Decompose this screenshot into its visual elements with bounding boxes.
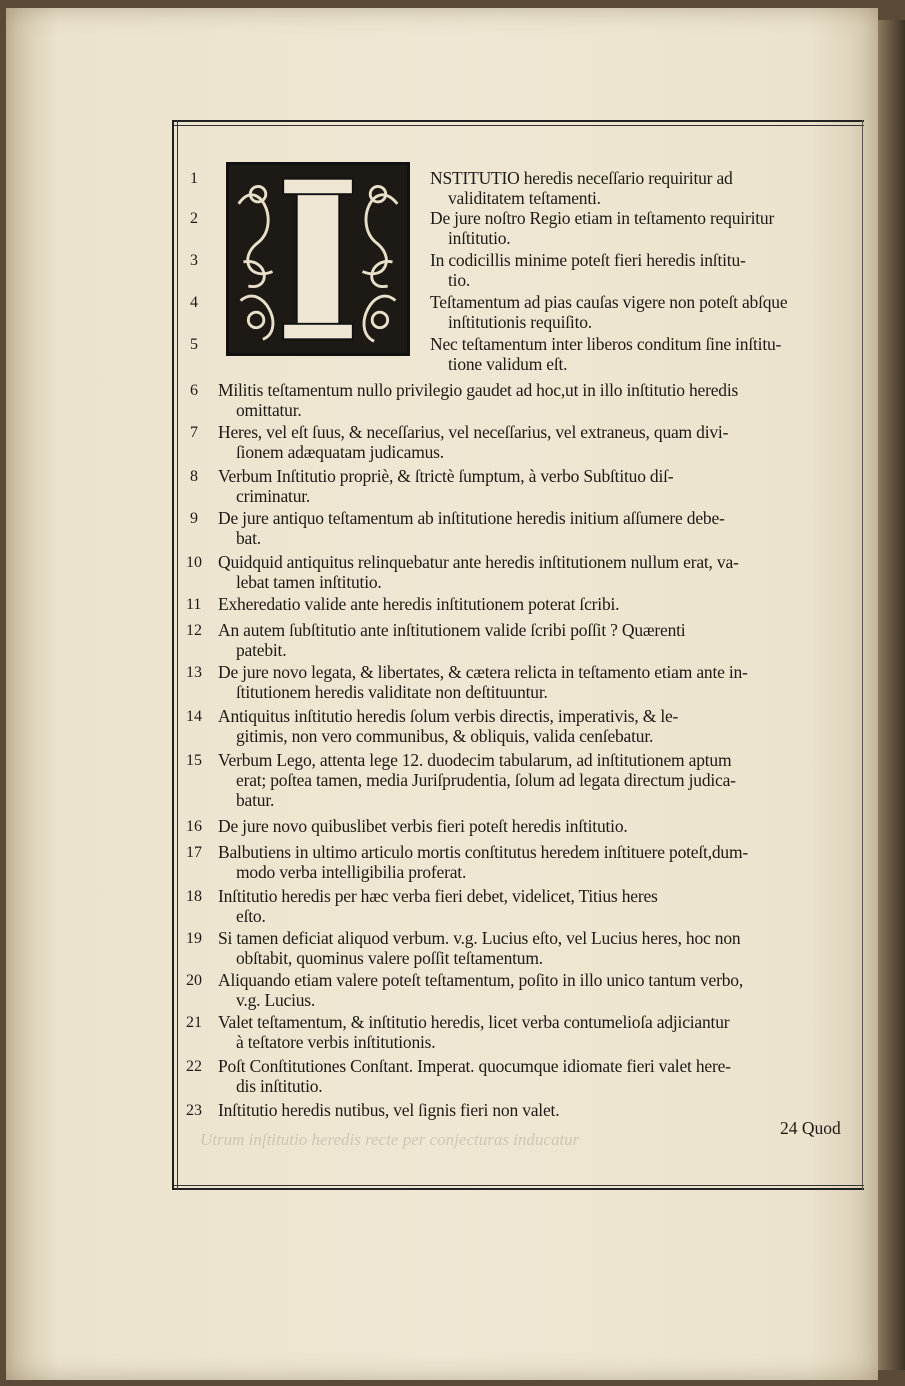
- entry-number: 17: [186, 844, 202, 861]
- entry-number: 3: [190, 252, 198, 269]
- entry-text-line: obſtabit, quominus valere poſſit teſtamentum.: [236, 948, 543, 968]
- bleed-through-text: Utrum inſtitutio heredis recte per conjecturas inducatur: [200, 1130, 580, 1149]
- entry-text-line: Si tamen deficiat aliquod verbum. v.g. Lucius eſto, vel Lucius heres, hoc non: [218, 928, 741, 948]
- entry-number: 13: [186, 664, 202, 681]
- entry-text-line: ſtitutionem heredis validitate non deſtituuntur.: [236, 682, 548, 702]
- entry-text-line: Verbum Inſtitutio propriè, & ſtrictè ſumptum, à verbo Subſtituo diſ-: [218, 466, 674, 486]
- entry-text-line: Inſtitutio heredis nutibus, vel ſignis fieri non valet.: [218, 1100, 560, 1120]
- entry-text-line: inſtitutio.: [448, 228, 511, 248]
- entry-number: 21: [186, 1014, 202, 1031]
- entry-text-line: Teſtamentum ad pias cauſas vigere non poteſt abſque: [430, 292, 788, 312]
- entry-text-line: tione validum eſt.: [448, 354, 568, 374]
- entry-number: 4: [190, 294, 198, 311]
- entry-text-line: In codicillis minime poteſt fieri heredis inſtitu-: [430, 250, 746, 270]
- entry-text-line: Poſt Conſtitutiones Conſtant. Imperat. quocumque idiomate fieri valet here-: [218, 1056, 731, 1076]
- entry-number: 14: [186, 708, 202, 725]
- entry-text-line: Nec teſtamentum inter liberos conditum ſine inſtitu-: [430, 334, 782, 354]
- entry-text-line: validitatem teſtamenti.: [448, 188, 601, 208]
- entry-text-line: Exheredatio valide ante heredis inſtitutionem poterat ſcribi.: [218, 594, 620, 614]
- entry-number: 20: [186, 972, 202, 989]
- entry-text-line: batur.: [236, 790, 275, 810]
- entry-number: 11: [186, 596, 202, 613]
- entry-text-line: dis inſtitutio.: [236, 1076, 323, 1096]
- bottom-rule: [172, 1188, 864, 1190]
- entry-text-line: NSTITUTIO heredis neceſſario requiritur ad: [430, 168, 733, 188]
- entry-number: 7: [190, 424, 198, 441]
- entry-number: 23: [186, 1102, 202, 1119]
- entry-text-line: Heres, vel eſt ſuus, & neceſſarius, vel neceſſarius, vel extraneus, quam divi-: [218, 422, 729, 442]
- top-rule: [172, 120, 864, 122]
- entry-number: 1: [190, 170, 198, 187]
- entry-text-line: Antiquitus inſtitutio heredis ſolum verbis directis, imperativis, & le-: [218, 706, 679, 726]
- entry-number: 15: [186, 752, 202, 769]
- entry-number: 6: [190, 382, 198, 399]
- entry-number: 16: [186, 818, 202, 835]
- entry-text-line: Aliquando etiam valere poteſt teſtamentum, poſito in illo unico tantum verbo,: [218, 970, 744, 990]
- decorated-initial: [226, 162, 410, 356]
- entry-text-line: Verbum Lego, attenta lege 12. duodecim tabularum, ad inſtitutionem aptum: [218, 750, 732, 770]
- left-rule: [172, 120, 174, 1190]
- entry-text-line: Balbutiens in ultimo articulo mortis conſtitutus heredem inſtituere poteſt,dum-: [218, 842, 749, 862]
- entry-text-line: tio.: [448, 270, 471, 290]
- entry-text-line: patebit.: [236, 640, 287, 660]
- entry-text-line: v.g. Lucius.: [236, 990, 316, 1010]
- entry-number: 22: [186, 1058, 202, 1075]
- entry-number: 18: [186, 888, 202, 905]
- entry-text-line: De jure noſtro Regio etiam in teſtamento requiritur: [430, 208, 775, 228]
- right-rule: [862, 120, 863, 1190]
- entry-text-line: Inſtitutio heredis per hæc verba fieri debet, videlicet, Titius heres: [218, 886, 658, 906]
- entry-number: 2: [190, 210, 198, 227]
- entry-text-line: lebat tamen inſtitutio.: [236, 572, 382, 592]
- entry-text-line: De jure novo legata, & libertates, & cætera relicta in teſtamento etiam ante in-: [218, 662, 748, 682]
- entry-number: 8: [190, 468, 198, 485]
- entry-text-line: An autem ſubſtitutio ante inſtitutionem valide ſcribi poſſit ? Quærenti: [218, 620, 686, 640]
- ornament-initial-icon: [229, 165, 407, 353]
- entry-text-line: ſionem adæquatam judicamus.: [236, 442, 444, 462]
- entry-number: 10: [186, 554, 202, 571]
- entry-text-line: Valet teſtamentum, & inſtitutio heredis, licet verba contumelioſa adjiciantur: [218, 1012, 730, 1032]
- entry-number: 12: [186, 622, 202, 639]
- entry-text-line: De jure novo quibuslibet verbis fieri poteſt heredis inſtitutio.: [218, 816, 628, 836]
- entry-text-line: Quidquid antiquitus relinquebatur ante heredis inſtitutionem nullum erat, va-: [218, 552, 739, 572]
- entry-text-line: modo verba intelligibilia proferat.: [236, 862, 467, 882]
- entry-text-line: à teſtatore verbis inſtitutionis.: [236, 1032, 436, 1052]
- entry-number: 9: [190, 510, 198, 527]
- entry-text-line: Militis teſtamentum nullo privilegio gaudet ad hoc,ut in illo inſtitutio heredis: [218, 380, 739, 400]
- entry-text-line: De jure antiquo teſtamentum ab inſtitutione heredis initium aſſumere debe-: [218, 508, 725, 528]
- entry-text-line: eſto.: [236, 906, 266, 926]
- entry-text-line: erat; poſtea tamen, media Juriſprudentia, ſolum ad legata directum judica-: [236, 770, 736, 790]
- entry-text-line: inſtitutionis requiſito.: [448, 312, 592, 332]
- book-edge: [878, 20, 905, 1370]
- entry-text-line: gitimis, non vero communibus, & obliquis, valida cenſebatur.: [236, 726, 654, 746]
- entry-text-line: omittatur.: [236, 400, 302, 420]
- entry-number: 5: [190, 336, 198, 353]
- entry-text-line: criminatur.: [236, 486, 311, 506]
- entry-text-line: bat.: [236, 528, 261, 548]
- entry-number: 19: [186, 930, 202, 947]
- catchword: 24 Quod: [780, 1118, 841, 1138]
